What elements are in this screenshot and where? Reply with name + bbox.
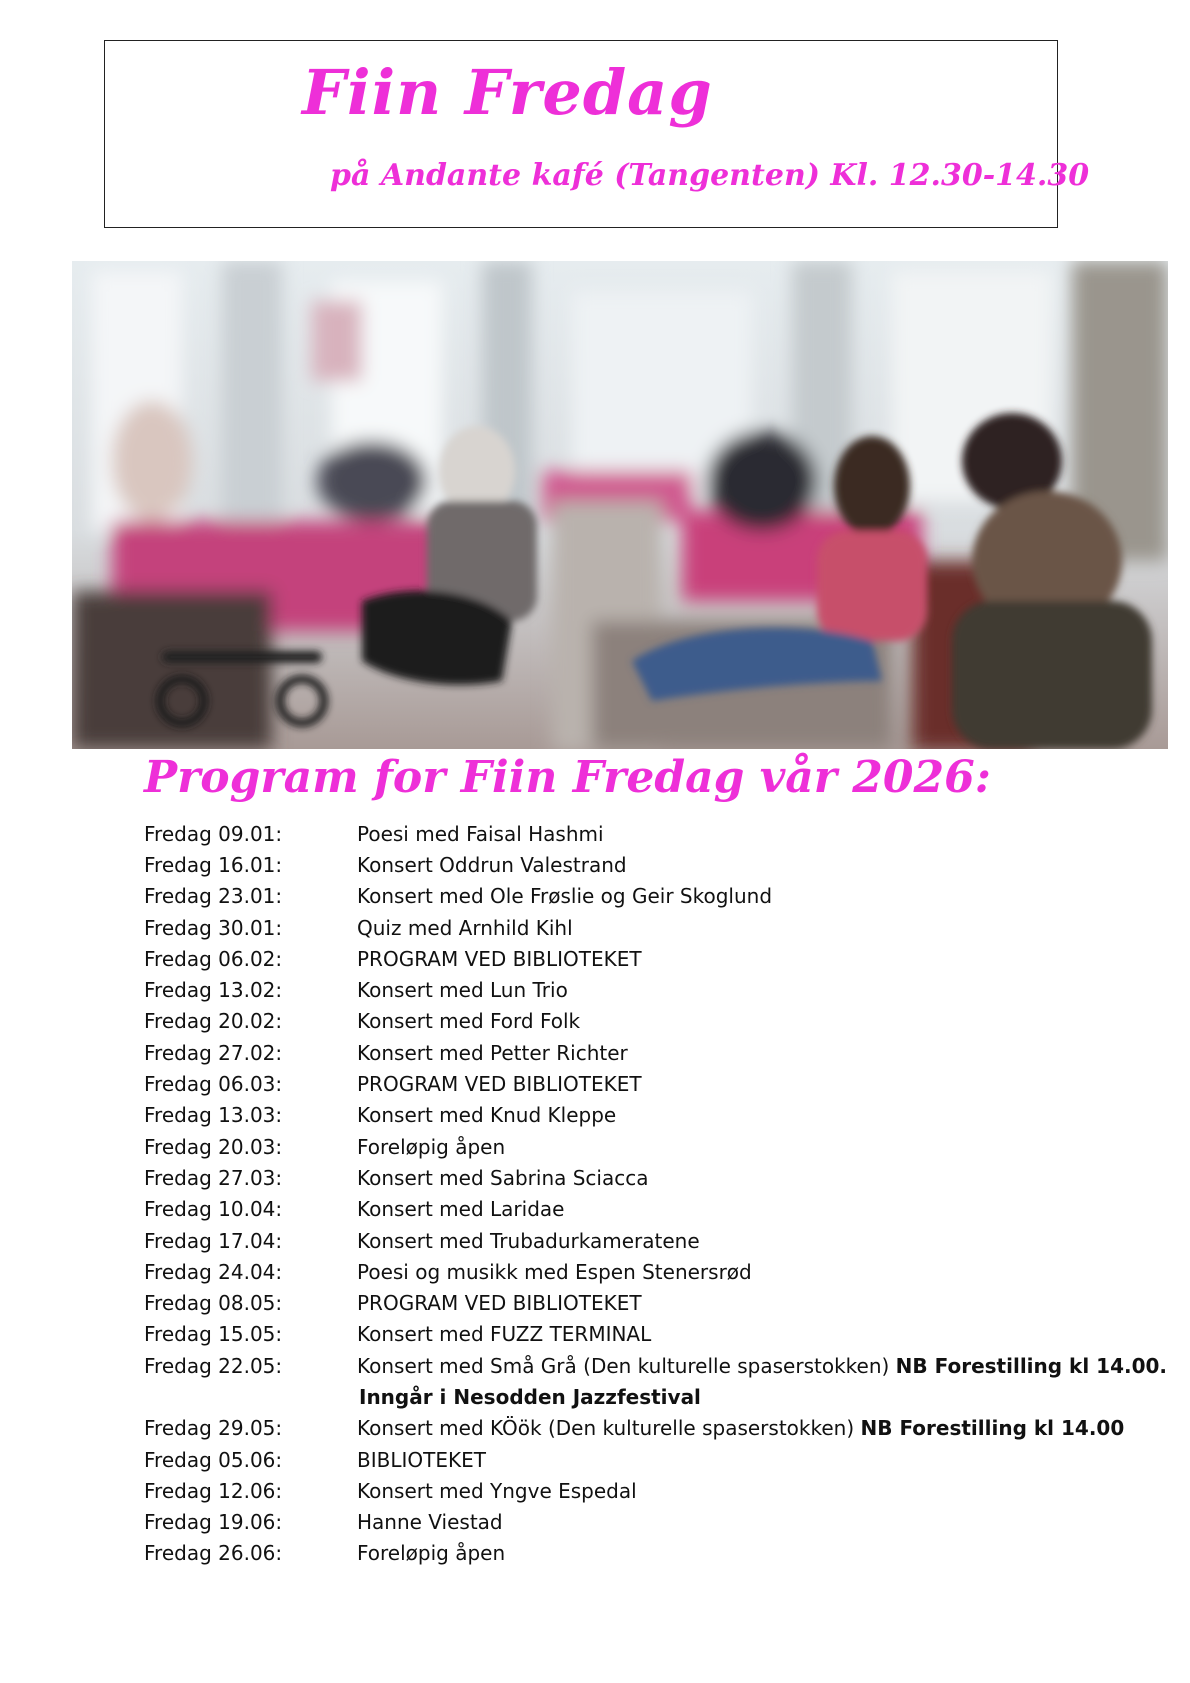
schedule-event-text: Konsert med Petter Richter xyxy=(357,1040,628,1065)
schedule-event xyxy=(357,947,642,971)
schedule-row xyxy=(144,1194,1144,1225)
schedule-row xyxy=(144,1287,1144,1318)
schedule-row xyxy=(144,943,1144,974)
schedule-date: Fredag 27.03: xyxy=(144,1165,283,1190)
schedule-date: Fredag 15.05: xyxy=(144,1322,283,1347)
schedule-event-text: PROGRAM VED BIBLIOTEKET xyxy=(357,1072,642,1097)
schedule-date: Fredag 08.05: xyxy=(144,1291,283,1316)
schedule-event-text: Konsert med Ford Folk xyxy=(357,1009,581,1034)
schedule-date: Fredag 20.03: xyxy=(144,1134,283,1159)
schedule-event-text: Konsert med Knud Kleppe xyxy=(357,1103,617,1128)
schedule-date: Fredag 17.04: xyxy=(144,1228,283,1253)
schedule-row-continuation xyxy=(144,1381,1144,1412)
schedule-row xyxy=(144,1131,1144,1162)
schedule-row xyxy=(144,1444,1144,1475)
schedule-row xyxy=(144,849,1144,880)
schedule-date: Fredag 09.01: xyxy=(144,821,283,846)
schedule-row xyxy=(144,1538,1144,1569)
schedule-row xyxy=(144,912,1144,943)
schedule-event-text: Konsert med Ole Frøslie og Geir Skoglund xyxy=(357,884,773,909)
schedule-event-text: Quiz med Arnhild Kihl xyxy=(357,915,573,940)
schedule-row xyxy=(144,1225,1144,1256)
cafe-photo xyxy=(72,261,1168,749)
schedule-row xyxy=(144,1037,1144,1068)
schedule-row xyxy=(144,1507,1144,1538)
schedule-note: NB Forestilling kl 14.00. xyxy=(895,1353,1168,1378)
schedule-event-text: Hanne Viestad xyxy=(357,1510,503,1535)
schedule-date: Fredag 30.01: xyxy=(144,915,283,940)
schedule-row xyxy=(144,881,1144,912)
schedule-event xyxy=(357,916,573,940)
schedule-event xyxy=(357,1354,1167,1378)
cafe-photo-icon xyxy=(72,261,1168,749)
schedule-event xyxy=(357,1166,648,1190)
schedule-continuation: Inngår i Nesodden Jazzfestival xyxy=(359,1384,701,1409)
schedule-event-text: Konsert med FUZZ TERMINAL xyxy=(357,1322,652,1347)
schedule-event-text: Konsert med Små Grå (Den kulturelle spaserstokken) xyxy=(357,1353,896,1378)
schedule-event xyxy=(357,1510,503,1534)
schedule-event xyxy=(357,1135,505,1159)
schedule-event xyxy=(357,1479,637,1503)
schedule-event-text: Konsert med KÖök (Den kulturelle spaserstokken) xyxy=(357,1416,861,1441)
schedule-list xyxy=(144,818,1168,1569)
schedule-event xyxy=(357,1197,564,1221)
schedule-date: Fredag 22.05: xyxy=(144,1353,283,1378)
schedule-date: Fredag 24.04: xyxy=(144,1259,283,1284)
schedule-event xyxy=(357,1041,628,1065)
schedule-date: Fredag 12.06: xyxy=(144,1478,283,1503)
schedule-event xyxy=(357,1448,486,1472)
schedule-note: NB Forestilling kl 14.00 xyxy=(860,1416,1125,1441)
schedule-date: Fredag 06.03: xyxy=(144,1072,283,1097)
schedule-event xyxy=(357,1103,616,1127)
schedule-date: Fredag 26.06: xyxy=(144,1541,283,1566)
schedule-event-text: Poesi med Faisal Hashmi xyxy=(357,821,604,846)
page-title: Fiin Fredag xyxy=(302,56,713,129)
schedule-date: Fredag 16.01: xyxy=(144,852,283,877)
schedule-event-text: BIBLIOTEKET xyxy=(357,1447,486,1472)
schedule-event xyxy=(357,884,772,908)
schedule-row xyxy=(144,1413,1144,1444)
schedule-row xyxy=(144,1256,1144,1287)
schedule-event-text: Konsert med Trubadurkameratene xyxy=(357,1228,700,1253)
schedule-event xyxy=(357,1229,700,1253)
schedule-event-text: Foreløpig åpen xyxy=(357,1134,506,1159)
schedule-event-text: Konsert med Lun Trio xyxy=(357,978,568,1003)
schedule-event xyxy=(357,1260,752,1284)
schedule-row xyxy=(144,1100,1144,1131)
schedule-date: Fredag 29.05: xyxy=(144,1416,283,1441)
schedule-event-text: Konsert med Yngve Espedal xyxy=(357,1478,637,1503)
schedule-date: Fredag 13.03: xyxy=(144,1103,283,1128)
schedule-event xyxy=(357,1291,642,1315)
schedule-date: Fredag 19.06: xyxy=(144,1510,283,1535)
schedule-date: Fredag 13.02: xyxy=(144,978,283,1003)
schedule-event-text: PROGRAM VED BIBLIOTEKET xyxy=(357,946,642,971)
schedule-date: Fredag 05.06: xyxy=(144,1447,283,1472)
schedule-date: Fredag 27.02: xyxy=(144,1040,283,1065)
schedule-event-text: PROGRAM VED BIBLIOTEKET xyxy=(357,1291,642,1316)
schedule-row xyxy=(144,1162,1144,1193)
program-heading: Program for Fiin Fredag vår 2026: xyxy=(144,752,991,803)
page-subtitle: på Andante kafé (Tangenten) Kl. 12.30-14.30 xyxy=(330,158,1090,193)
schedule-event xyxy=(357,1416,1124,1440)
schedule-event xyxy=(357,822,604,846)
schedule-event xyxy=(357,853,627,877)
schedule-date: Fredag 23.01: xyxy=(144,884,283,909)
schedule-row xyxy=(144,1319,1144,1350)
schedule-event xyxy=(357,1072,642,1096)
schedule-row xyxy=(144,1475,1144,1506)
schedule-event xyxy=(357,1541,505,1565)
schedule-event-text: Foreløpig åpen xyxy=(357,1541,506,1566)
schedule-event xyxy=(357,1009,580,1033)
schedule-row xyxy=(144,1006,1144,1037)
schedule-date: Fredag 06.02: xyxy=(144,946,283,971)
schedule-event-text: Konsert Oddrun Valestrand xyxy=(357,852,627,877)
schedule-event-text: Poesi og musikk med Espen Stenersrød xyxy=(357,1259,752,1284)
schedule-row xyxy=(144,818,1144,849)
schedule-row xyxy=(144,1068,1144,1099)
schedule-event-text: Konsert med Laridae xyxy=(357,1197,565,1222)
schedule-event xyxy=(357,978,568,1002)
schedule-event xyxy=(357,1322,651,1346)
schedule-event-text: Konsert med Sabrina Sciacca xyxy=(357,1165,649,1190)
schedule-date: Fredag 20.02: xyxy=(144,1009,283,1034)
schedule-row xyxy=(144,1350,1168,1381)
schedule-date: Fredag 10.04: xyxy=(144,1197,283,1222)
schedule-row xyxy=(144,974,1144,1005)
